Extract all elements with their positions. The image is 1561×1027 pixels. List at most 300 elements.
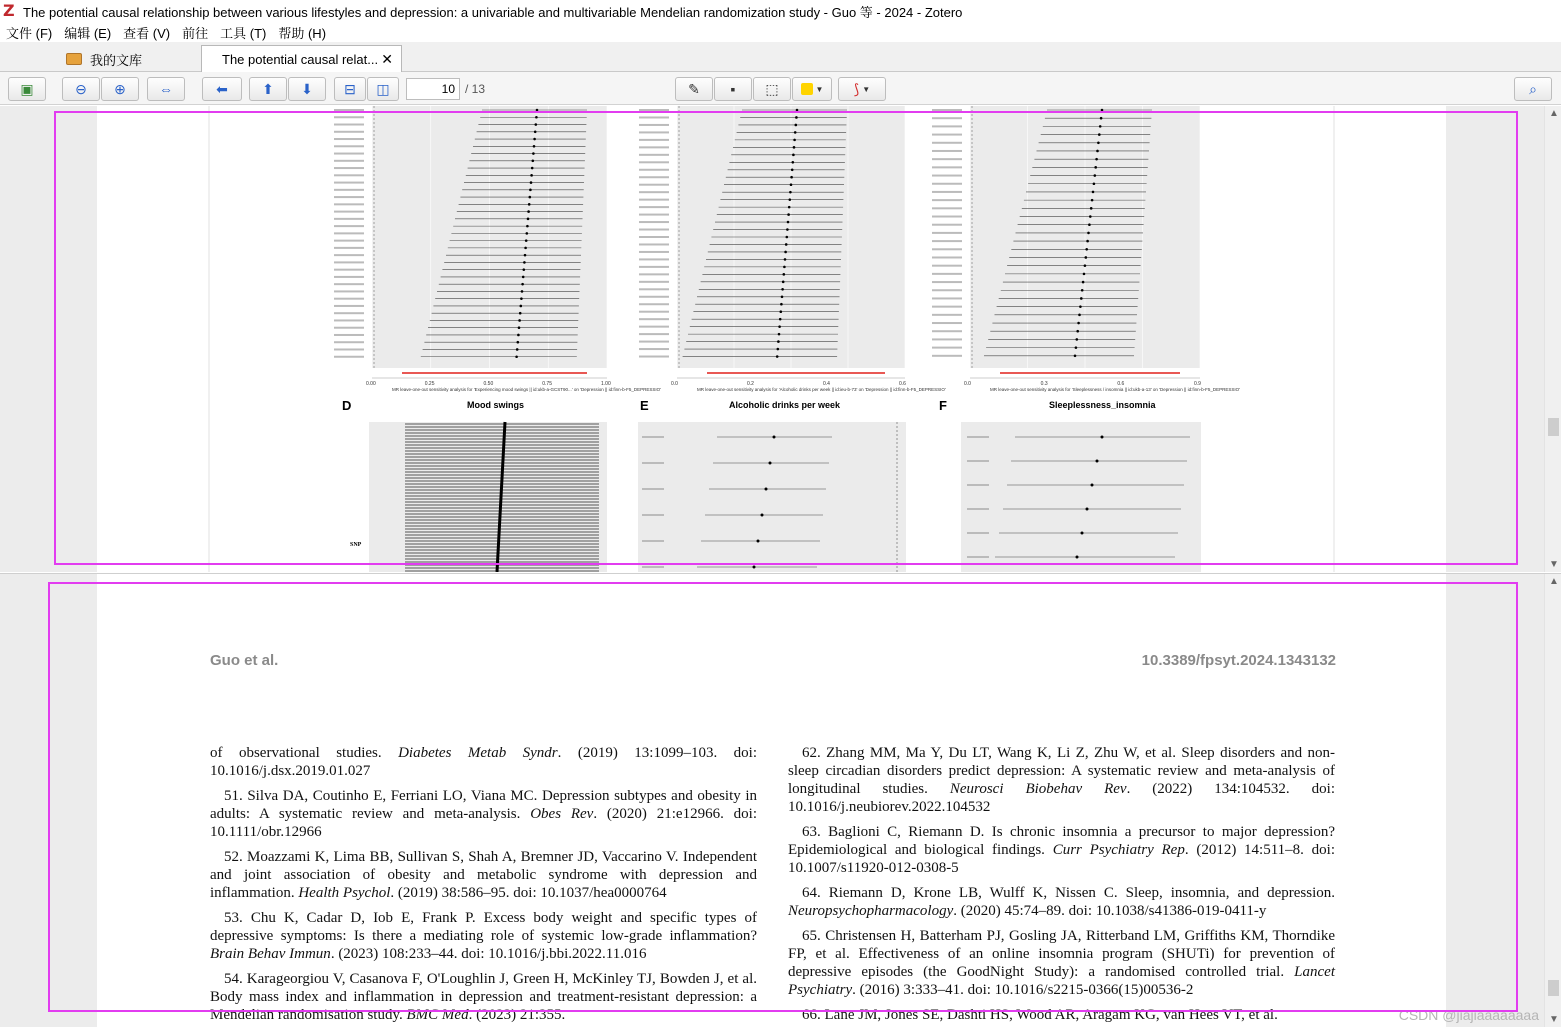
area-tool-button[interactable] — [753, 77, 791, 101]
reference-citation: . (2019) 38:586–95. doi: 10.1037/hea0000764 — [390, 885, 667, 901]
snp-id-label — [639, 356, 669, 358]
snp-id-label — [932, 109, 962, 111]
snp-estimate-point — [1085, 248, 1088, 251]
running-header-author: Guo et al. — [210, 652, 279, 669]
axis-tick-label: 0.0 — [671, 381, 678, 387]
snp-estimate-point — [533, 138, 536, 141]
reference-text: 62. Zhang MM, Ma Y, Du LT, Wang K, Li Z, Zhu W, et al. Sleep disorders and non-sleep circadian disorders predict depression: A systematic review and meta-analysis of longitudinal studies. — [788, 745, 1335, 797]
scroll-down-icon[interactable]: ▼ — [1549, 559, 1559, 570]
snp-id-label — [932, 191, 962, 193]
toggle-sidebar-button[interactable] — [8, 77, 46, 101]
snp-estimate-point — [777, 340, 780, 343]
snp-estimate-point — [533, 145, 536, 148]
reader-pane-bottom[interactable] — [0, 573, 1561, 1027]
reference-citation: . (2016) 3:333–41. doi: 10.1016/s2215-0366(15)00536-2 — [852, 982, 1194, 998]
snp-id-label — [932, 240, 962, 242]
snp-estimate-point — [1089, 215, 1092, 218]
axis-tick-label: 0.6 — [1117, 381, 1125, 387]
snp-id-label — [639, 146, 669, 148]
highlight-tool-button[interactable] — [675, 77, 713, 101]
snp-id-label — [642, 514, 664, 516]
menu-bar — [0, 22, 1561, 42]
snp-estimate-point — [784, 251, 787, 254]
axis-tick-label: 0.2 — [747, 381, 754, 387]
snp-id-label — [932, 117, 962, 119]
snp-estimate-point — [787, 213, 790, 216]
snp-id-label — [334, 167, 364, 169]
snp-id-label — [932, 134, 962, 136]
reference-citation: . (2012) 14:511–8. doi: 10.1007/s11920-012-0308-5 — [788, 842, 1335, 876]
tab-bar — [0, 42, 1561, 72]
snp-id-label — [932, 125, 962, 127]
snp-estimate-point — [1078, 314, 1081, 317]
snp-id-label — [639, 326, 669, 328]
snp-estimate-point — [530, 174, 533, 177]
snp-estimate-point — [789, 191, 792, 194]
snp-estimate-point — [788, 206, 791, 209]
menu-view[interactable]: 查看 (V) — [123, 25, 171, 41]
snp-id-label — [639, 229, 669, 231]
snp-estimate-point — [777, 348, 780, 351]
snp-id-label — [334, 109, 364, 111]
snp-id-label — [932, 142, 962, 144]
reference-citation: . (2020) 21:e12966. doi: 10.1111/obr.12966 — [210, 806, 757, 840]
snp-id-label — [639, 191, 669, 193]
reference-citation: . (2020) 45:74–89. doi: 10.1038/s41386-019-0411-y — [953, 903, 1267, 919]
reference-entry — [788, 823, 1335, 877]
snp-id-label — [639, 296, 669, 298]
scroll-down-icon[interactable]: ▼ — [1549, 1014, 1559, 1025]
snp-estimate-point — [1074, 355, 1077, 358]
snp-estimate-point — [1086, 508, 1089, 511]
tab-document-label: The potential causal relat... — [222, 52, 379, 67]
snp-id-label — [639, 184, 669, 186]
snp-id-label — [932, 330, 962, 332]
panel-title: Mood swings — [467, 400, 524, 410]
menu-edit[interactable]: 编辑 (E) — [64, 25, 112, 41]
plot-caption: MR leave-one-out sensitivity analysis for 'Alcoholic drinks per week || id:ieu-b-73' on 'Depression || id:finn-b-F5_DEPRESSIO' — [697, 387, 946, 392]
snp-id-label — [334, 189, 364, 191]
arrow-left-icon: ⬅ — [216, 80, 228, 97]
snp-id-label — [642, 436, 664, 438]
snp-estimate-point — [773, 436, 776, 439]
snp-estimate-point — [790, 183, 793, 186]
snp-id-label — [932, 314, 962, 316]
reader-toolbar — [0, 72, 1561, 105]
snp-id-label — [334, 218, 364, 220]
snp-id-label — [642, 566, 664, 568]
library-icon — [66, 53, 82, 65]
snp-id-label — [639, 131, 669, 133]
snp-id-label — [334, 269, 364, 271]
snp-id-label — [334, 174, 364, 176]
snp-estimate-point — [532, 160, 535, 163]
next-page-button[interactable] — [288, 77, 326, 101]
reference-entry — [210, 970, 757, 1024]
snp-id-label — [932, 297, 962, 299]
snp-id-label — [334, 334, 364, 336]
page-number-input[interactable]: 10 — [406, 78, 460, 100]
snp-estimate-point — [534, 130, 537, 133]
snp-id-label — [932, 183, 962, 185]
snp-id-label — [639, 251, 669, 253]
snp-id-label — [334, 247, 364, 249]
title-bar — [0, 0, 1561, 22]
snp-id-label — [932, 338, 962, 340]
snp-estimate-point — [521, 283, 524, 286]
reference-entry — [788, 927, 1335, 999]
snp-id-label — [639, 333, 669, 335]
snp-id-label — [932, 175, 962, 177]
split-horizontal-icon: ⊟ — [344, 80, 356, 97]
snp-id-label — [932, 273, 962, 275]
snp-id-label — [334, 138, 364, 140]
snp-id-label — [334, 298, 364, 300]
snp-estimate-point — [536, 109, 539, 112]
snp-estimate-point — [779, 318, 782, 321]
snp-estimate-point — [1084, 264, 1087, 267]
snp-estimate-point — [1088, 223, 1091, 226]
snp-estimate-point — [784, 258, 787, 261]
split-vertical-icon: ◫ — [376, 80, 390, 97]
snp-estimate-point — [1092, 191, 1095, 194]
snp-id-label — [334, 305, 364, 307]
snp-id-label — [639, 169, 669, 171]
close-icon[interactable]: ✕ — [381, 51, 393, 67]
snp-estimate-point — [528, 203, 531, 206]
snp-estimate-point — [1095, 158, 1098, 161]
snp-estimate-point — [782, 281, 785, 284]
reference-citation: . (2019) 13:1099–103. doi: 10.1016/j.dsx.2019.01.027 — [210, 745, 757, 779]
snp-id-label — [932, 216, 962, 218]
snp-estimate-point — [793, 146, 796, 149]
snp-id-label — [642, 462, 664, 464]
snp-estimate-point — [753, 566, 756, 569]
snp-estimate-point — [794, 131, 797, 134]
snp-estimate-point — [1101, 109, 1104, 112]
menu-go[interactable]: 前往 — [182, 25, 209, 41]
area-select-icon: ⬚ — [765, 80, 779, 97]
snp-id-label — [639, 176, 669, 178]
reference-journal: Neurosci Biobehav Rev — [949, 781, 1127, 797]
snp-estimate-point — [761, 514, 764, 517]
snp-estimate-point — [532, 152, 535, 155]
reference-text: 51. Silva DA, Coutinho E, Ferriani LO, Viana MC. Depression subtypes and obesity in adults: A systematic review and meta-analysis. — [210, 788, 757, 822]
reference-citation: . (2023) 21:355. — [468, 1007, 566, 1023]
snp-estimate-point — [526, 225, 529, 228]
snp-id-label — [932, 158, 962, 160]
snp-estimate-point — [520, 305, 523, 308]
snp-estimate-point — [781, 288, 784, 291]
reference-entry — [210, 848, 757, 902]
snp-id-label — [639, 214, 669, 216]
snp-estimate-point — [1076, 330, 1079, 333]
pdf-page-references — [97, 574, 1446, 1027]
snp-id-label — [334, 232, 364, 234]
snp-id-label — [639, 154, 669, 156]
reference-journal: Obes Rev — [530, 806, 594, 822]
snp-estimate-point — [1099, 125, 1102, 128]
zoom-in-button[interactable] — [101, 77, 139, 101]
panel-label: D — [342, 398, 352, 413]
snp-id-label — [639, 266, 669, 268]
zoom-in-icon: ⊕ — [114, 80, 126, 97]
scrollbar-bottom[interactable] — [1544, 574, 1561, 1027]
snp-estimate-point — [531, 167, 534, 170]
snp-id-label — [334, 116, 364, 118]
snp-estimate-point — [517, 334, 520, 337]
reference-journal: Health Psychol — [298, 885, 391, 901]
plot-caption: MR leave-one-out sensitivity analysis for 'Experiencing mood swings || id:ukb-a-GCST90...' on 'Depression || id:finn-b-F5_DEPRESSIO' — [392, 387, 661, 392]
snp-estimate-point — [1076, 338, 1079, 341]
search-icon: ⌕ — [1529, 80, 1537, 97]
reference-text: 63. Baglioni C, Riemann D. Is chronic insomnia a precursor to major depression? Epidemiological and biological findings. — [788, 824, 1335, 858]
watermark: CSDN @jiajiaaaaaaaa — [1398, 1007, 1539, 1023]
snp-estimate-point — [526, 232, 529, 235]
reference-entry — [788, 884, 1335, 920]
snp-estimate-point — [521, 290, 524, 293]
snp-estimate-point — [1094, 166, 1097, 169]
snp-estimate-point — [787, 221, 790, 224]
snp-estimate-point — [518, 319, 521, 322]
snp-estimate-point — [1097, 141, 1100, 144]
snp-estimate-point — [1081, 532, 1084, 535]
snp-estimate-point — [523, 268, 526, 271]
snp-id-label — [932, 256, 962, 258]
search-button[interactable] — [1514, 77, 1552, 101]
scroll-up-icon[interactable]: ▲ — [1549, 576, 1559, 587]
reference-text: 66. Lane JM, Jones SE, Dashti HS, Wood AR, Aragam KG, van Hees VT, et al. — [802, 1007, 1278, 1023]
snp-id-label — [639, 199, 669, 201]
scroll-up-icon[interactable]: ▲ — [1549, 108, 1559, 119]
zoom-out-icon: ⊖ — [75, 80, 87, 97]
arrow-up-icon: ⬆ — [262, 80, 274, 97]
pdf-page-figure — [97, 106, 1446, 572]
snp-id-label — [334, 327, 364, 329]
snp-id-label — [334, 203, 364, 205]
reference-text: 64. Riemann D, Krone LB, Wulff K, Nissen C. Sleep, insomnia, and depression. — [802, 885, 1335, 901]
reference-entry — [210, 787, 757, 841]
reference-journal: Curr Psychiatry Rep — [1052, 842, 1185, 858]
previous-page-button[interactable] — [249, 77, 287, 101]
zoom-out-button[interactable] — [62, 77, 100, 101]
panel-label: F — [939, 398, 947, 413]
zotero-logo-icon: Z — [3, 1, 15, 20]
scrollbar-top[interactable] — [1544, 106, 1561, 572]
window-title: The potential causal relationship between various lifestyles and depression: a univariable and multivariable Mendelian randomization study - Guo 等 - 2024 - Zotero — [23, 4, 963, 20]
color-swatch-icon — [801, 83, 813, 95]
snp-id-label — [334, 261, 364, 263]
snp-estimate-point — [786, 228, 789, 231]
snp-estimate-point — [1076, 556, 1079, 559]
y-axis-label: SNP — [350, 542, 362, 548]
snp-id-label — [334, 319, 364, 321]
snp-id-label — [334, 196, 364, 198]
plot-caption: MR leave-one-out sensitivity analysis for 'Sleeplessness / insomnia || id:ukb-a-13' on 'Depression || id:finn-b-F5_DEPRESSIO' — [990, 387, 1240, 392]
snp-estimate-point — [522, 276, 525, 279]
snp-id-label — [639, 258, 669, 260]
reference-citation: . (2022) 134:104532. doi: 10.1016/j.neubiorev.2022.104532 — [788, 781, 1335, 815]
snp-id-label — [639, 303, 669, 305]
snp-estimate-point — [1096, 460, 1099, 463]
snp-estimate-point — [1091, 484, 1094, 487]
snp-id-label — [932, 355, 962, 357]
snp-estimate-point — [535, 116, 538, 119]
running-header-doi: 10.3389/fpsyt.2024.1343132 — [1141, 652, 1336, 669]
snp-estimate-point — [1096, 150, 1099, 153]
snp-id-label — [334, 240, 364, 242]
axis-tick-label: 0.50 — [483, 381, 494, 387]
reader-pane-top[interactable] — [0, 106, 1561, 572]
snp-id-label — [639, 281, 669, 283]
snp-id-label — [639, 273, 669, 275]
panel-title: Sleeplessness_insomnia — [1049, 400, 1156, 410]
snp-id-label — [639, 206, 669, 208]
snp-id-label — [932, 232, 962, 234]
snp-id-label — [932, 322, 962, 324]
reference-entry — [210, 744, 757, 780]
chevron-down-icon: ▼ — [862, 84, 871, 94]
snp-id-label — [334, 145, 364, 147]
snp-estimate-point — [795, 116, 798, 119]
reference-entry — [788, 1006, 1335, 1024]
snp-estimate-point — [789, 198, 792, 201]
tab-library[interactable] — [60, 45, 200, 73]
reference-text: 65. Christensen H, Batterham PJ, Gosling JA, Ritterband LM, Griffiths KM, Thorndike FP, et al. Effectiveness of an online insomnia program (SHUTi) for prevention of depressive episodes (the GoodNight Study): a randomised controlled trial. — [788, 928, 1335, 980]
reference-journal: Lancet Psychiatry — [788, 964, 1335, 998]
snp-estimate-point — [780, 310, 783, 313]
note-tool-button[interactable] — [714, 77, 752, 101]
snp-id-label — [334, 153, 364, 155]
plot-panel-background — [638, 422, 906, 572]
snp-estimate-point — [516, 348, 519, 351]
snp-estimate-point — [792, 161, 795, 164]
snp-id-label — [639, 288, 669, 290]
snp-id-label — [932, 289, 962, 291]
reference-journal: BMC Med — [406, 1007, 469, 1023]
snp-id-label — [639, 318, 669, 320]
snp-id-label — [639, 109, 669, 111]
snp-id-label — [639, 236, 669, 238]
snp-id-label — [932, 306, 962, 308]
snp-estimate-point — [1075, 346, 1078, 349]
snp-id-label — [639, 124, 669, 126]
snp-estimate-point — [1080, 297, 1083, 300]
reference-entry — [210, 909, 757, 963]
menu-help[interactable]: 帮助 (H) — [278, 25, 327, 41]
snp-id-label — [334, 348, 364, 350]
snp-estimate-point — [525, 239, 528, 242]
snp-estimate-point — [1094, 174, 1097, 177]
panel-title: Alcoholic drinks per week — [729, 400, 841, 410]
color-picker-button[interactable] — [792, 77, 832, 101]
snp-id-label — [334, 254, 364, 256]
reference-text: 54. Karageorgiou V, Casanova F, O'Loughlin J, Green H, McKinley TJ, Bowden J, et al. Body mass index and inflammation in depression and treatment-resistant depression: a Mendelian randomisation study. — [210, 971, 757, 1023]
plot-panel-background — [961, 422, 1201, 572]
snp-id-label — [932, 207, 962, 209]
reference-entry — [788, 744, 1335, 816]
snp-estimate-point — [529, 196, 532, 199]
fit-width-icon: ⇔ — [159, 81, 173, 97]
snp-id-label — [639, 348, 669, 350]
snp-id-label — [639, 221, 669, 223]
snp-estimate-point — [776, 355, 779, 358]
axis-tick-label: 1.00 — [601, 381, 611, 387]
menu-tools[interactable]: 工具 (T) — [220, 25, 267, 41]
snp-id-label — [967, 532, 989, 534]
snp-id-label — [967, 460, 989, 462]
reference-journal: Diabetes Metab Syndr — [398, 745, 558, 761]
snp-id-label — [639, 311, 669, 313]
snp-estimate-point — [535, 123, 538, 126]
snp-estimate-point — [1081, 289, 1084, 292]
arrow-down-icon: ⬇ — [301, 80, 313, 97]
snp-estimate-point — [778, 333, 781, 336]
axis-tick-label: 0.3 — [1040, 381, 1048, 387]
snp-estimate-point — [781, 295, 784, 298]
snp-estimate-point — [515, 355, 518, 358]
snp-id-label — [334, 341, 364, 343]
snp-estimate-point — [790, 176, 793, 179]
snp-id-label — [932, 347, 962, 349]
snp-estimate-point — [523, 261, 526, 264]
snp-estimate-point — [1098, 133, 1101, 136]
snp-id-label — [932, 248, 962, 250]
snp-estimate-point — [769, 462, 772, 465]
tab-document[interactable] — [201, 45, 402, 73]
snp-estimate-point — [1083, 273, 1086, 276]
axis-tick-label: 0.9 — [1194, 381, 1201, 387]
menu-file[interactable]: 文件 (F) — [6, 25, 53, 41]
snp-estimate-point — [1082, 281, 1085, 284]
axis-tick-label: 0.75 — [542, 381, 552, 387]
snp-id-label — [932, 199, 962, 201]
snp-estimate-point — [527, 218, 530, 221]
snp-estimate-point — [1085, 256, 1088, 259]
snp-estimate-point — [1077, 322, 1080, 325]
back-button[interactable] — [202, 77, 242, 101]
snp-estimate-point — [1101, 436, 1104, 439]
snp-id-label — [334, 290, 364, 292]
reference-text: 52. Moazzami K, Lima BB, Sullivan S, Shah A, Bremner JD, Vaccarino V. Independent and joint association of obesity and metabolic syndrome with depression and inflammation. — [210, 849, 757, 901]
zoom-fit-button[interactable] — [147, 77, 185, 101]
split-horizontal-button[interactable] — [334, 77, 366, 101]
export-pdf-button[interactable] — [838, 77, 886, 101]
sidebar-icon: ▣ — [20, 80, 34, 97]
snp-id-label — [967, 508, 989, 510]
split-vertical-button[interactable] — [367, 77, 399, 101]
scroll-thumb[interactable] — [1548, 418, 1559, 436]
snp-id-label — [334, 131, 364, 133]
snp-id-label — [334, 276, 364, 278]
snp-estimate-point — [783, 273, 786, 276]
snp-estimate-point — [1079, 305, 1082, 308]
snp-id-label — [334, 182, 364, 184]
axis-tick-label: 0.25 — [424, 381, 435, 387]
scroll-thumb[interactable] — [1548, 980, 1559, 996]
snp-id-label — [334, 283, 364, 285]
snp-id-label — [334, 356, 364, 358]
page-total: / 13 — [465, 82, 486, 96]
snp-estimate-point — [530, 181, 533, 184]
axis-tick-label: 0.00 — [366, 381, 376, 387]
references-left-column — [210, 744, 757, 1027]
snp-id-label — [932, 224, 962, 226]
snp-id-label — [932, 166, 962, 168]
reference-citation: . (2023) 108:233–44. doi: 10.1016/j.bbi.2022.11.016 — [330, 946, 647, 962]
snp-id-label — [334, 211, 364, 213]
axis-tick-label: 0.4 — [823, 381, 830, 387]
